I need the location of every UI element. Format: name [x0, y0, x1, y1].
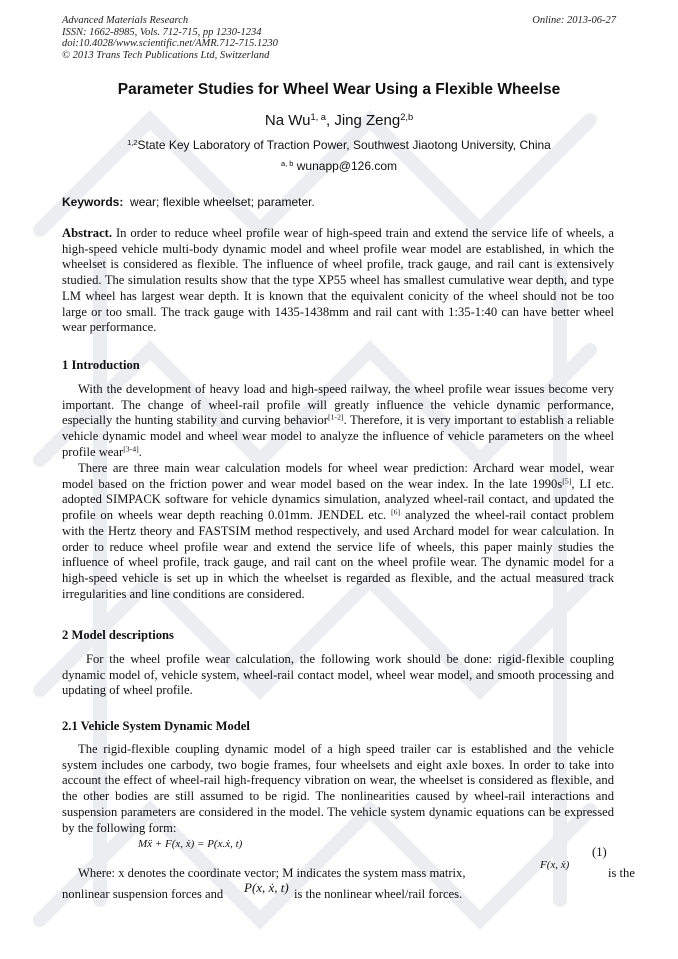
author-2-sup: 2,b [400, 111, 414, 122]
author-line [40, 112, 638, 129]
section-heading-introduction: 1 Introduction [62, 358, 140, 372]
intro-p1-text-a: With the development of heavy load and high-speed railway, the wheel profile wear issues become very important. The change of wheel-rail profile will greatly influence the vehicle dynamic performance, especially the hunting stability and curving behavior [62, 382, 614, 428]
email-line [40, 159, 638, 173]
intro-paragraph-1 [62, 382, 614, 461]
affiliation-text: State Key Laboratory of Traction Power, Southwest Jiaotong University, China [137, 138, 551, 152]
equation-number: (1) [592, 845, 607, 859]
where-text-c: nonlinear suspension forces and [62, 887, 224, 901]
copyright-line: © 2013 Trans Tech Publications Ltd, Switzerland [62, 49, 270, 61]
issn-line: ISSN: 1662-8985, Vols. 712-715, pp 1230-1234 [62, 26, 262, 38]
where-text-a: Where: x denotes the coordinate vector; M indicates the system mass matrix, [78, 866, 466, 880]
intro-p1-text-b: . Therefore, it is very important to establish a reliable vehicle dynamic model and wheel wear model to analyze the influence of vehicle parameters on the wheel profile wear [62, 413, 615, 459]
intro-p2-text-c: analyzed the wheel-rail contact problem with the Hertz theory and FASTSIM method respectively, and used Archard model for wear calculation. In order to reduce wheel profile wear and extend the service life of wheels, this paper mainly studies the influence of wheel profile, track gauge, and rail cant on the wheel profile wear. The dynamic model for a high-speed vehicle is set up in which the wheelset is regarded as flexible, and the actual measured track irregularities and line conditions are considered. [62, 508, 614, 601]
author-2: Jing Zeng [334, 112, 401, 129]
online-date: Online: 2013-06-27 [532, 15, 616, 26]
header-info [62, 15, 278, 61]
abstract-text: In order to reduce wheel profile wear of high-speed train and extend the service life of wheels, a high-speed vehicle multi-body dynamic model and wheel profile wear model are established, in which the wheelset is considered as flexible. The influence of wheel profile, track gauge, and rail cant is extensively studied. The simulation results show that the type XP55 wheel has smallest cumulative wear depth, and type LM wheel has largest wear depth. It is known that the equivalent conicity of the wheel should not be too large or too small. The track gauge with 1435-1438mm and rail cant with 1:35-1:40 can have better wheel wear performance. [62, 226, 614, 335]
section-heading-model: 2 Model descriptions [62, 628, 174, 642]
paper-title: Parameter Studies for Wheel Wear Using a Flexible Wheelse [117, 81, 561, 98]
abstract [62, 226, 614, 336]
affiliation-sup: 1,2 [127, 137, 138, 147]
keywords-label: Keywords: [62, 195, 124, 209]
intro-p2-text-b: , LI etc. adopted SIMPACK software for vehicle dynamics simulation, analyzed wheel-rail contact, and updated the profile on wheels wear depth reaching 0.01mm. JENDEL etc. [62, 476, 614, 523]
vehicle-model-paragraph: The rigid-flexible coupling dynamic model of a high speed trailer car is established and the vehicle system includes one carbody, two bogie frames, four wheelsets and eight axle boxes. In order to take into account the effect of wheel-rail high-frequency vibration on wear, the wheelset is considered as flexible, and the other bodies are still assumed to be rigid. The nonlinearities caused by wheel-rail interactions and suspension parameters are considered in the model. The vehicle system dynamic equations can be expressed by the following form: [62, 742, 614, 835]
citation-5[interactable]: [5] [562, 476, 572, 486]
subsection-heading-vehicle-model: 2.1 Vehicle System Dynamic Model [62, 719, 250, 733]
inline-equation-p: P(x, ẋ, t) [244, 880, 289, 895]
email-address[interactable]: wunapp@126.com [296, 159, 397, 173]
dynamic-equation: Mẍ + F(x, ẋ) = P(x.ẋ, t) [138, 838, 243, 850]
keywords [62, 195, 315, 209]
citation-3-4[interactable]: [3-4] [123, 444, 139, 454]
where-text-b: is the [608, 866, 635, 880]
intro-p2-text-a: There are three main wear calculation models for wheel wear prediction: Archard wear model, wear model based on the friction power and wear model based on the wear index. In the late 1990s [62, 461, 614, 491]
citation-6[interactable]: [6] [391, 507, 401, 517]
author-1-sup: 1, a [310, 111, 326, 122]
keywords-text: wear; flexible wheelset; parameter. [130, 195, 315, 209]
intro-paragraph-2 [62, 461, 614, 602]
email-sup: a, b [281, 158, 294, 168]
author-separator: , [325, 112, 335, 129]
model-paragraph: For the wheel profile wear calculation, the following work should be done: rigid-flexible coupling dynamic model of, vehicle system, wheel-rail contact model, wheel wear model, and smooth processing and updating of wheel profile. [62, 652, 614, 698]
journal-name: Advanced Materials Research [62, 15, 189, 26]
doi-line[interactable]: doi:10.4028/www.scientific.net/AMR.712-715.1230 [62, 38, 278, 50]
intro-p1-text-c: . [138, 444, 142, 459]
citation-1-2[interactable]: [1-2] [328, 413, 344, 423]
author-1: Na Wu [264, 112, 311, 129]
abstract-label: Abstract. [62, 226, 113, 240]
affiliation [40, 138, 638, 152]
where-text-d: is the nonlinear wheel/rail forces. [294, 887, 463, 901]
inline-equation-f: F(x, ẋ) [540, 859, 570, 871]
